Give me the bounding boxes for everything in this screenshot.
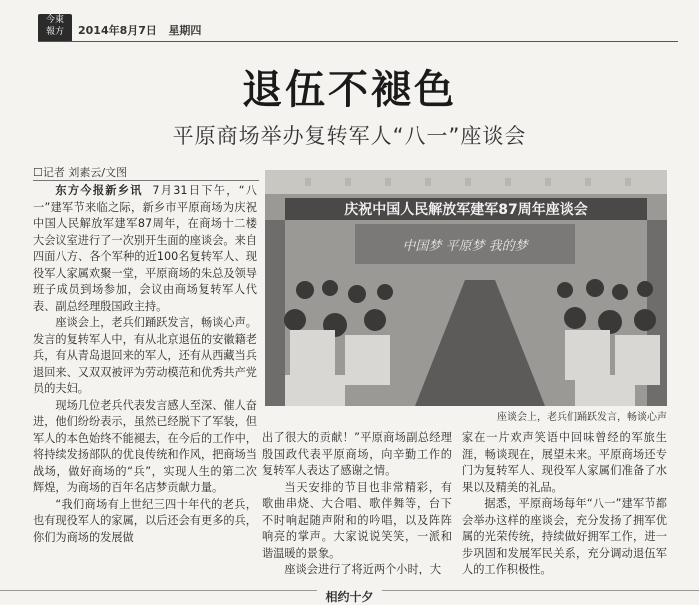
weekday-text: 星期四 (168, 24, 202, 37)
dateline: 东方今报新乡讯 (55, 184, 143, 197)
paragraph: 座谈会进行了将近两个小时，大 (284, 563, 442, 575)
paragraph: 出了很大的贡献！”平原商场副总经理殷国政代表平原商场，向辛勤工作的复转军人表达了感谢之情。 (262, 431, 452, 477)
paragraph: 座谈会上，老兵们踊跃发言，畅谈心声。发言的复转军人中，有从北京退伍的安徽籍老兵，有从青岛退回来的军人，还有从西藏当兵退回来、又双双被评为劳动模范和优秀共产党员的夫妇。 (33, 316, 257, 395)
paragraph: 家在一片欢声笑语中回味曾经的军旅生涯，畅谈现在，展望未来。平原商场还专门为复转军人、现役军人家属们准备了水果以及精美的礼品。 (462, 431, 667, 494)
byline-divider (33, 180, 259, 181)
article-title: 退伍不褪色 (242, 67, 457, 113)
footer-label: 相约十夕 (317, 590, 381, 604)
paragraph: 据悉，平原商场每年“八一”建军节都会举办这样的座谈会，充分发扬了拥军优属的光荣传统，持续做好拥军工作，进一步巩固和发展军民关系，充分调动退伍军人的工作积极性。 (462, 497, 667, 575)
photo-screen-text: 中国梦 平原梦 我的梦 (402, 239, 528, 254)
meeting-photo-image (265, 170, 667, 406)
meeting-photo (265, 170, 667, 406)
paragraph: 现场几位老兵代表发言感人至深、催人奋进，他们纷纷表示，虽然已经脱下了军装，但军人的本色始终不能褪去，在今后的工作中，将持续发扬部队的优良传统和作风，把商场当战场，做好商场的“兵”，实现人生的第二次辉煌，为商场的百年名店梦贡献力量。 (33, 398, 257, 494)
paragraph-text: 7月31日下午，“八一”建军节来临之际，新乡市平原商场为庆祝中国人民解放军建军87周年，在商场十二楼大会议室进行了一次别开生面的座谈会。来自四面八方、各个军种的近100名复转军人、现役军人家属欢聚一堂，平原商场的朱总及领导班子成员到场参加，会议由商场复转军人代表、副总经理殷国政主持。 (33, 184, 257, 313)
logo-top-text: 今東 (45, 15, 64, 25)
article-subtitle: 平原商场举办复转军人“八一”座谈会 (172, 124, 527, 148)
paragraph (33, 183, 257, 315)
photo-banner-text: 庆祝中国人民解放军建军87周年座谈会 (344, 202, 588, 218)
date-text: 2014年8月7日 (78, 24, 157, 37)
page-footer (0, 588, 699, 605)
article-column-1 (33, 183, 257, 575)
issue-date (78, 22, 201, 38)
article-column-3 (462, 430, 667, 575)
page-header (0, 0, 699, 42)
byline: ☐记者 刘素云/文图 (33, 166, 128, 179)
paragraph: “我们商场有上世纪三四十年代的老兵，也有现役军人的家属，以后还会有更多的兵，你们为商场的发展做 (33, 497, 257, 544)
paragraph: 当天安排的节目也非常精彩，有歌曲串烧、大合唱、歌伴舞等，台下不时响起随声附和的吟唱，以及阵阵响亮的掌声。大家说说笑笑，一派和谐温暖的景象。 (262, 480, 452, 560)
newspaper-logo (38, 14, 72, 42)
logo-bottom-text: 報方 (45, 27, 64, 37)
article-column-2 (262, 430, 452, 575)
photo-caption: 座谈会上，老兵们踊跃发言，畅谈心声 (497, 412, 667, 423)
header-divider (38, 41, 678, 42)
